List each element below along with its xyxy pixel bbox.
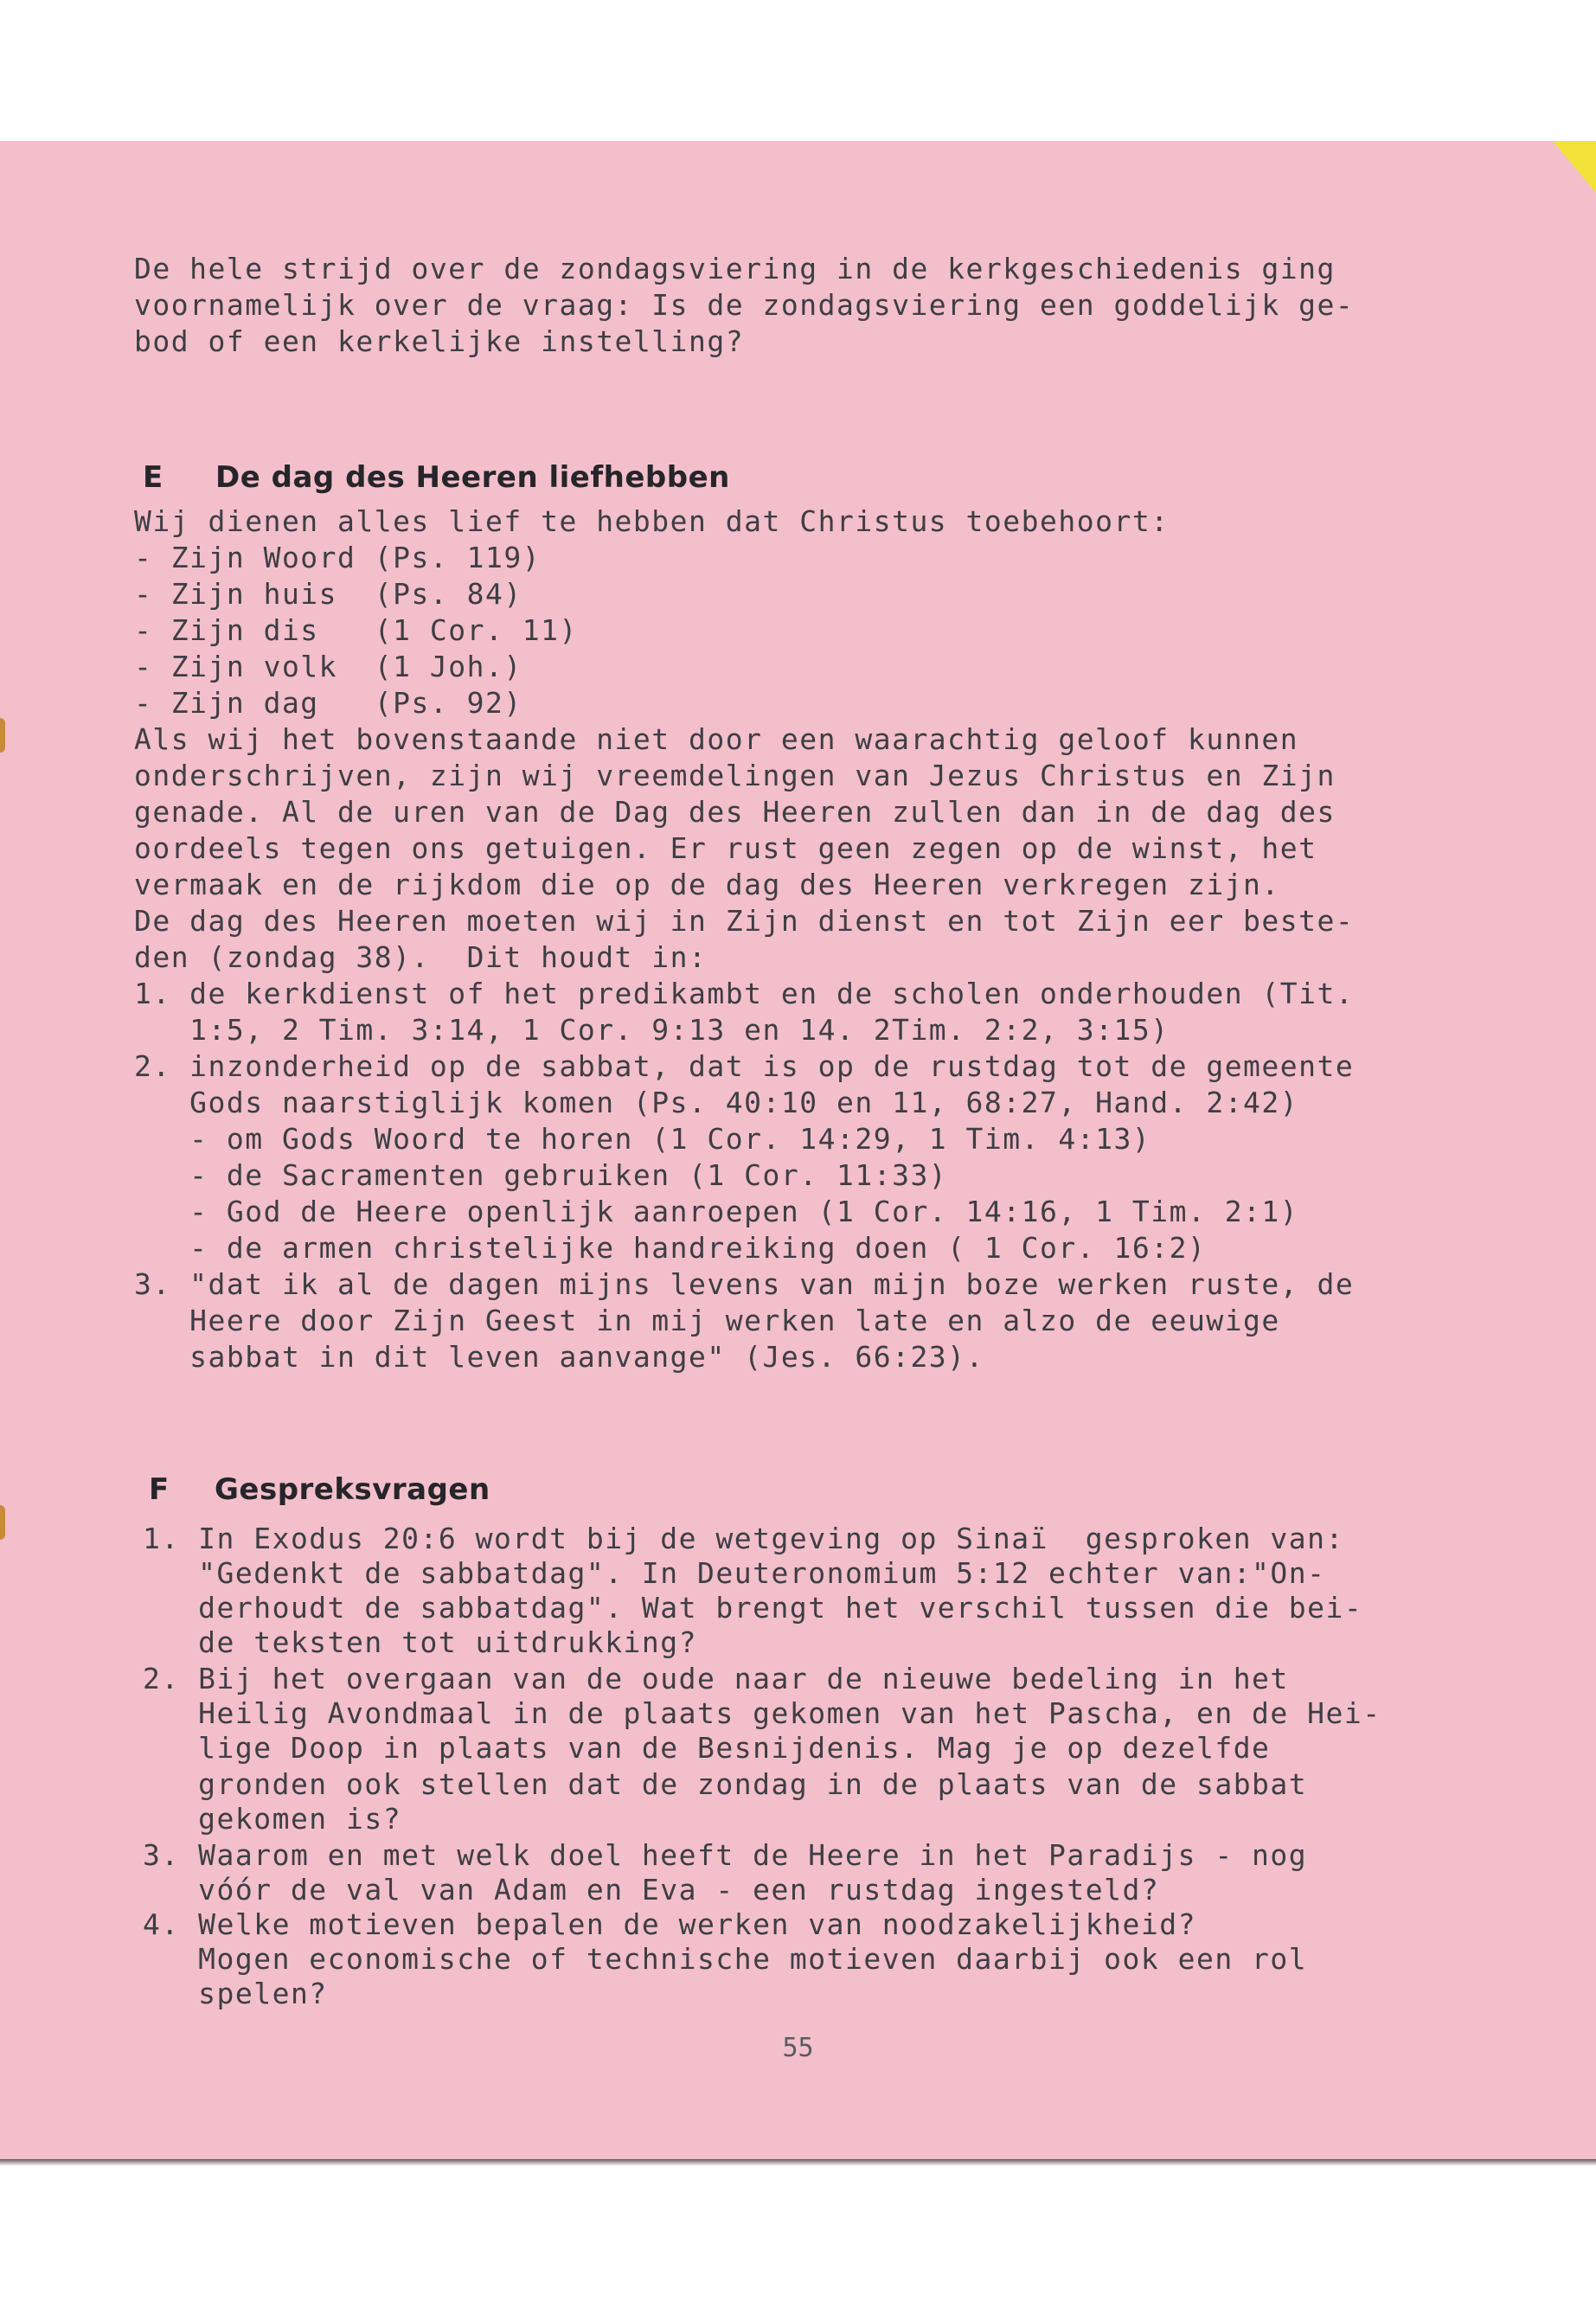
binding-hole bbox=[0, 1505, 5, 1540]
section-e-title: De dag des Heeren liefhebben bbox=[215, 460, 730, 495]
page-number: 55 bbox=[782, 2033, 814, 2063]
section-e-line: - Zijn volk (1 Joh.) bbox=[134, 650, 522, 683]
section-f-line: "Gedenkt de sabbatdag". In Deuteronomium 5:12 echter van:"On- bbox=[143, 1556, 1326, 1590]
section-f-line: Heilig Avondmaal in de plaats gekomen van het Pascha, en de Hei- bbox=[143, 1696, 1381, 1730]
paper-corner bbox=[1553, 141, 1596, 193]
section-f-line: 2. Bij het overgaan van de oude naar de nieuwe bedeling in het bbox=[143, 1662, 1289, 1695]
section-f-line: 1. In Exodus 20:6 wordt bij de wetgeving op Sinaï gesproken van: bbox=[143, 1522, 1344, 1555]
section-e-line: De dag des Heeren moeten wij in Zijn dienst en tot Zijn eer beste- bbox=[134, 904, 1355, 938]
section-e-heading bbox=[143, 460, 730, 495]
section-e-line: 1:5, 2 Tim. 3:14, 1 Cor. 9:13 en 14. 2Tim. 2:2, 3:15) bbox=[134, 1013, 1170, 1047]
section-e-line: vermaak en de rijkdom die op de dag des Heeren verkregen zijn. bbox=[134, 868, 1280, 901]
section-e-line: Heere door Zijn Geest in mij werken late en alzo de eeuwige bbox=[134, 1304, 1280, 1337]
section-f-letter: F bbox=[149, 1472, 170, 1507]
section-e-line: genade. Al de uren van de Dag des Heeren zullen dan in de dag des bbox=[134, 795, 1336, 829]
page-edge bbox=[0, 2159, 1596, 2166]
section-f-heading bbox=[149, 1472, 490, 1507]
section-f-line: vóór de val van Adam en Eva - een rustdag ingesteld? bbox=[143, 1873, 1160, 1907]
section-f-line: 3. Waarom en met welk doel heeft de Heere in het Paradijs - nog bbox=[143, 1838, 1308, 1872]
section-e-line: - Zijn Woord (Ps. 119) bbox=[134, 541, 542, 574]
section-e-line: 2. inzonderheid op de sabbat, dat is op de rustdag tot de gemeente bbox=[134, 1049, 1355, 1083]
section-f-title: Gespreksvragen bbox=[215, 1472, 490, 1507]
section-f-line: 4. Welke motieven bepalen de werken van noodzakelijkheid? bbox=[143, 1907, 1196, 1941]
section-e-line: oordeels tegen ons getuigen. Er rust geen zegen op de winst, het bbox=[134, 831, 1317, 865]
intro-line: bod of een kerkelijke instelling? bbox=[134, 324, 745, 358]
section-e-line: - de armen christelijke handreiking doen ( 1 Cor. 16:2) bbox=[134, 1231, 1207, 1265]
section-f-line: gronden ook stellen dat de zondag in de plaats van de sabbat bbox=[143, 1767, 1308, 1801]
section-e-line: Gods naarstiglijk komen (Ps. 40:10 en 11, 68:27, Hand. 2:42) bbox=[134, 1086, 1299, 1119]
section-e-line: - Zijn dis (1 Cor. 11) bbox=[134, 613, 578, 647]
section-e-line: 1. de kerkdienst of het predikambt en de scholen onderhouden (Tit. bbox=[134, 977, 1355, 1010]
section-f-line: de teksten tot uitdrukking? bbox=[143, 1625, 698, 1659]
section-e-line: - God de Heere openlijk aanroepen (1 Cor. 14:16, 1 Tim. 2:1) bbox=[134, 1195, 1299, 1228]
binding-hole bbox=[0, 718, 5, 753]
section-e-line: 3. "dat ik al de dagen mijns levens van mijn boze werken ruste, de bbox=[134, 1267, 1355, 1301]
section-f-line: gekomen is? bbox=[143, 1802, 402, 1836]
section-e-line: onderschrijven, zijn wij vreemdelingen van Jezus Christus en Zijn bbox=[134, 759, 1336, 792]
section-e-line: den (zondag 38). Dit houdt in: bbox=[134, 940, 708, 974]
section-f-line: spelen? bbox=[143, 1977, 328, 2010]
section-e-line: - Zijn huis (Ps. 84) bbox=[134, 577, 522, 611]
section-f-line: Mogen economische of technische motieven daarbij ook een rol bbox=[143, 1942, 1308, 1976]
section-e-line: - Zijn dag (Ps. 92) bbox=[134, 686, 522, 720]
section-e-line: Wij dienen alles lief te hebben dat Christus toebehoort: bbox=[134, 504, 1170, 538]
section-e-letter: E bbox=[143, 460, 163, 495]
intro-line: voornamelijk over de vraag: Is de zondagsviering een goddelijk ge- bbox=[134, 288, 1355, 322]
section-f-line: lige Doop in plaats van de Besnijdenis. Mag je op dezelfde bbox=[143, 1731, 1271, 1765]
section-e-line: - om Gods Woord te horen (1 Cor. 14:29, 1 Tim. 4:13) bbox=[134, 1122, 1151, 1156]
section-e-line: Als wij het bovenstaande niet door een waarachtig geloof kunnen bbox=[134, 722, 1299, 756]
intro-line: De hele strijd over de zondagsviering in de kerkgeschiedenis ging bbox=[134, 252, 1336, 285]
section-f-line: derhoudt de sabbatdag". Wat brengt het verschil tussen die bei- bbox=[143, 1591, 1363, 1625]
section-e-line: sabbat in dit leven aanvange" (Jes. 66:23). bbox=[134, 1340, 984, 1374]
section-e-line: - de Sacramenten gebruiken (1 Cor. 11:33) bbox=[134, 1158, 948, 1192]
